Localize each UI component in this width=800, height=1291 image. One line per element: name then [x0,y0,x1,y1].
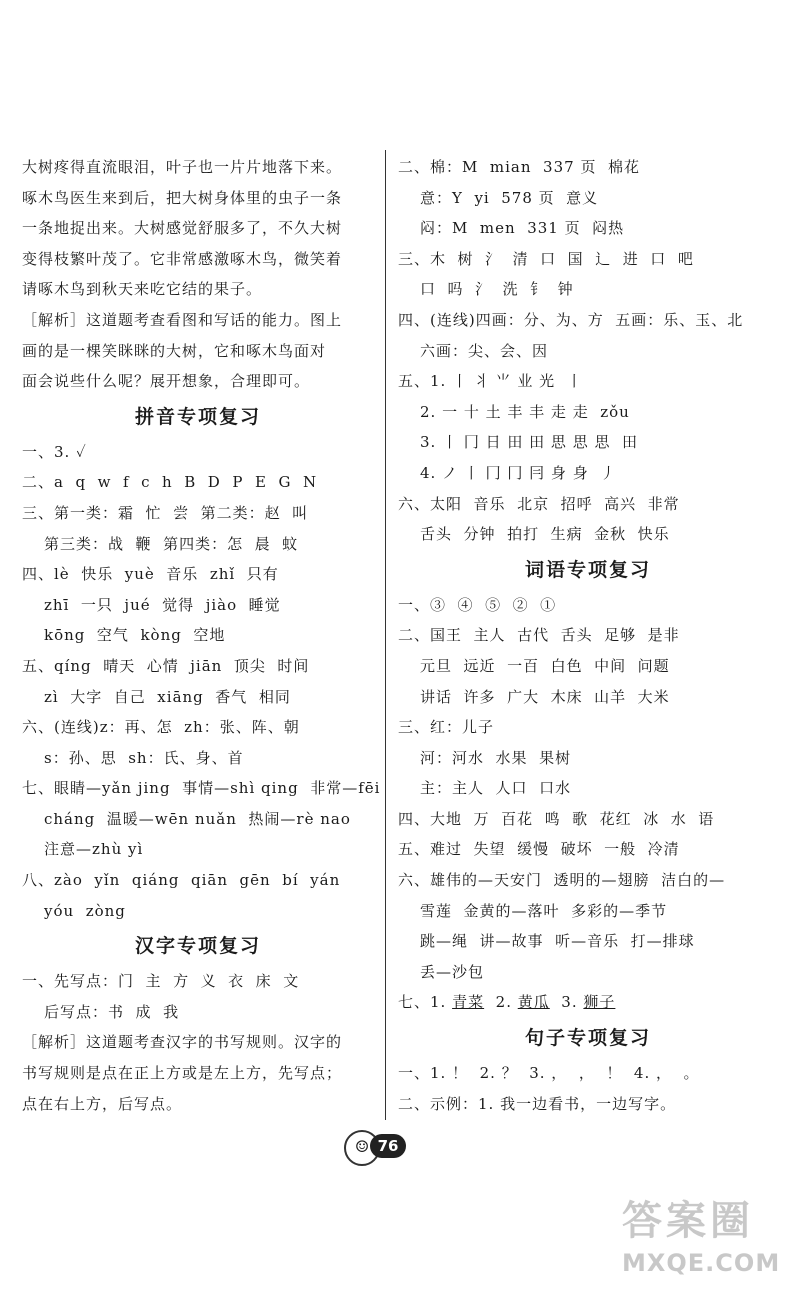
mascot-icon: ☺ [344,1130,380,1166]
answer-line: 注意—zhù yì [44,840,144,859]
answer-line: 舌头 分钟 拍打 生病 金秋 快乐 [420,525,670,544]
column-divider [385,150,386,1120]
page-number [340,1124,410,1170]
answer-line: 一、3. ✓ [22,442,87,461]
answer-line: zhī 一只 jué 觉得 jiào 睡觉 [44,595,281,614]
answer-line: 主：主人 人口 口水 [420,779,572,798]
answer-line: 丢—沙包 [420,962,485,981]
answer-line: 二、a q w f c h B D P E G N [22,473,318,492]
answer-line: 意：Y yi 578 页 意义 [420,188,599,207]
answer-line [398,987,778,1018]
answer-line: 五、难过 失望 缓慢 破坏 一般 冷清 [398,840,680,859]
answer-line: 3. 丨 冂 日 田 田 思 思 思 田 [420,433,638,452]
answer-line: 五、1. 丨 丬 ⺌ 业 光 丨 [398,372,583,391]
answer-line: 六画：尖、会、因 [420,341,549,360]
answer-line: 二、棉：M mian 337 页 棉花 [398,158,640,176]
answer-line: 口 吗 氵 洗 钅 钟 [420,280,574,299]
answer-line: 一条地捉出来。大树感觉舒服多了，不久大树 [22,219,343,238]
answer-line: 画的是一棵笑眯眯的大树，它和啄木鸟面对 [22,341,327,360]
answer-line: 跳—绳 讲—故事 听—音乐 打—排球 [420,932,695,951]
underlined-answer: 狮子 [583,993,616,1012]
answer-line: 大树疼得直流眼泪，叶子也一片片地落下来。 [22,158,343,176]
answer-line: 第三类：战 鞭 第四类：怎 晨 蚊 [44,534,299,553]
watermark-title: 答案圈 [622,1198,754,1244]
answer-line: yóu zòng [44,901,126,920]
answer-line: 4. ノ 丨 冂 冂 冃 身 身 丿 [420,463,617,482]
answer-line: 三、红：儿子 [398,718,495,737]
answer-line: 变得枝繁叶茂了。它非常感激啄木鸟，微笑着 [22,249,343,268]
answer-line: 元旦 远近 一百 白色 中间 问题 [420,656,670,675]
section-heading: 汉字专项复习 [134,935,261,958]
answer-line: 闷：M men 331 页 闷热 [420,219,625,238]
answer-line: 面会说些什么呢？展开想象，合理即可。 [22,372,311,391]
right-column [398,152,778,1119]
section-heading: 句子专项复习 [524,1027,651,1050]
answer-line: 三、木 树 氵 清 口 国 辶 进 口 吧 [398,249,694,268]
answer-line: 点在右上方，后写点。 [22,1094,183,1113]
answer-line: 六、(连线)z：再、怎 zh：张、阵、朝 [22,718,300,737]
answer-line: zì 大字 自己 xiāng 香气 相同 [44,687,291,706]
answer-line: 二、国王 主人 古代 舌头 足够 是非 [398,626,680,645]
answer-line: 五、qíng 晴天 心情 jiān 顶尖 时间 [22,656,310,675]
answer-line: 八、zào yǐn qiáng qiān gēn bí yán [22,871,341,890]
answer-line: 四、大地 万 百花 鸣 歌 花红 冰 水 语 [398,809,715,828]
left-column [22,152,381,1119]
answer-line: ［解析］这道题考查看图和写话的能力。图上 [22,310,343,329]
answer-line: 啄木鸟医生来到后，把大树身体里的虫子一条 [22,188,343,207]
answer-line: 七、眼睛—yǎn jing 事情—shì qing 非常—fēi [22,779,381,798]
answer-line: 四、lè 快乐 yuè 音乐 zhǐ 只有 [22,565,279,584]
section-heading: 词语专项复习 [524,558,651,581]
answer-text: 七、1. [398,993,453,1012]
answer-line: ［解析］这道题考查汉字的书写规则。汉字的 [22,1033,343,1052]
answer-line: s：孙、思 sh：氏、身、首 [44,748,244,767]
page-number-label: 76 [370,1134,406,1158]
watermark [622,1196,792,1286]
watermark-url: MXQE.COM [622,1249,781,1277]
answer-line: 四、(连线)四画：分、为、方 五画：乐、玉、北 [398,310,744,329]
answer-line: 雪莲 金黄的—落叶 多彩的—季节 [420,901,668,920]
section-heading: 拼音专项复习 [134,405,261,428]
answer-line: 请啄木鸟到秋天来吃它结的果子。 [22,280,263,299]
underlined-answer: 青菜 [452,993,485,1012]
answer-line: 2. 一 十 土 丰 丰 走 走 zǒu [420,402,630,421]
answer-line: 三、第一类：霜 忙 尝 第二类：赵 叫 [22,503,309,522]
answer-line: 后写点：书 成 我 [44,1002,180,1021]
answer-line: 二、示例：1. 我一边看书，一边写字。 [398,1094,677,1113]
answer-line: 一、先写点：门 主 方 义 衣 床 文 [22,972,300,991]
answer-text: 2. [484,993,518,1012]
answer-line: 书写规则是点在正上方或是左上方，先写点； [22,1064,343,1083]
underlined-answer: 黄瓜 [517,993,550,1012]
answer-line: kōng 空气 kòng 空地 [44,626,226,645]
answer-line: cháng 温暖—wēn nuǎn 热闹—rè nao [44,809,351,828]
answer-line: 河：河水 水果 果树 [420,748,572,767]
answer-line: 一、③ ④ ⑤ ② ① [398,595,557,614]
answer-line: 讲话 许多 广大 木床 山羊 大米 [420,687,670,706]
answer-text: 3. [549,993,584,1012]
answer-line: 一、1. ！ 2. ？ 3. ， ， ！ 4. ， 。 [398,1064,700,1083]
answer-line: 六、雄伟的—天安门 透明的—翅膀 洁白的— [398,871,726,890]
answer-line: 六、太阳 音乐 北京 招呼 高兴 非常 [398,494,680,513]
